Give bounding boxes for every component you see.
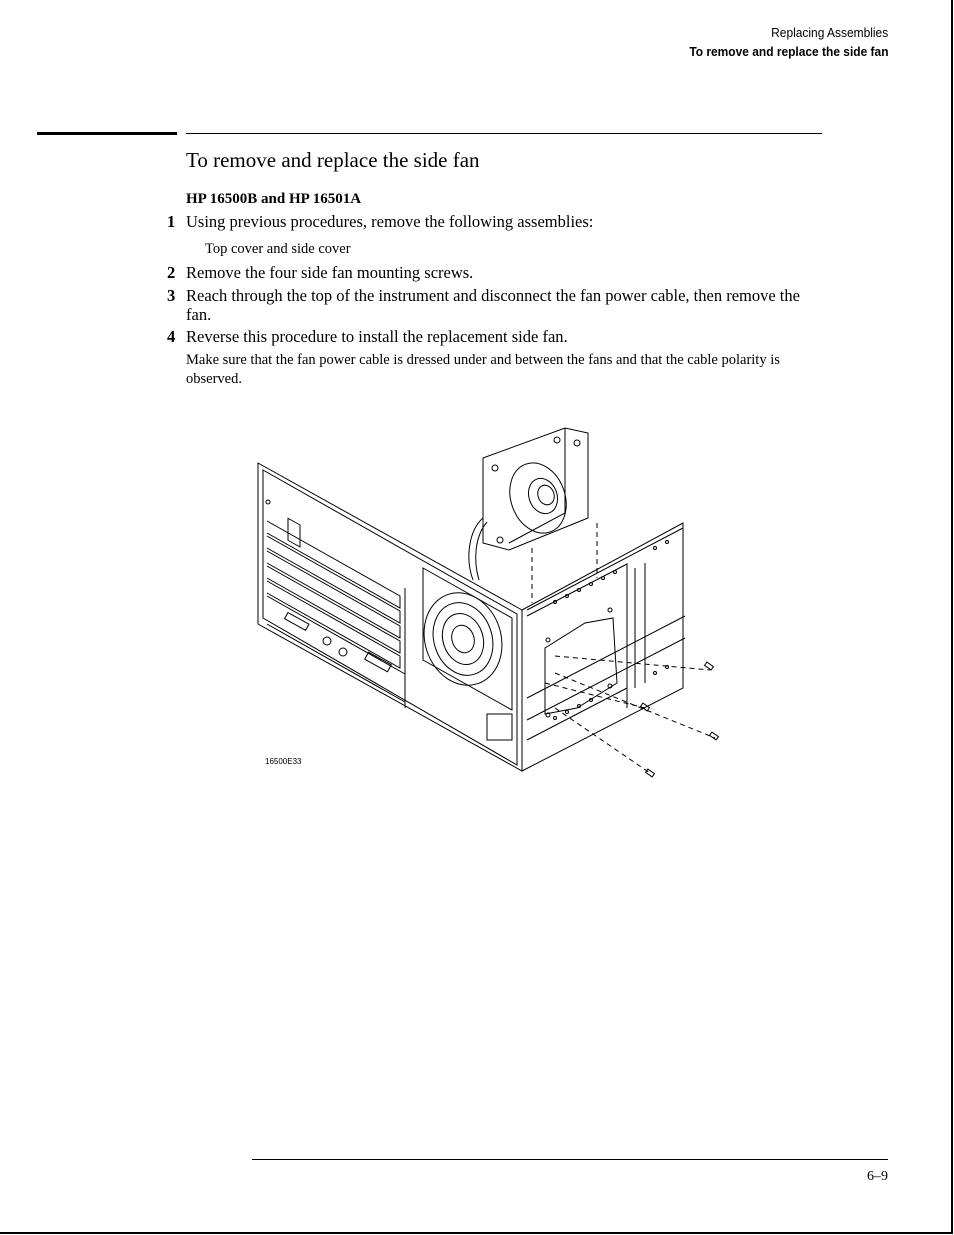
mounting-screws <box>641 662 719 777</box>
rear-panel <box>258 463 522 771</box>
side-fan-illustration <box>255 418 730 783</box>
step-number: 3 <box>167 286 176 305</box>
step-1-note: Top cover and side cover <box>205 241 351 257</box>
page-title: To remove and replace the side fan <box>186 148 480 172</box>
step-text: Using previous procedures, remove the following assemblies: <box>186 212 594 231</box>
step-1 <box>167 212 816 231</box>
step-2 <box>167 263 816 282</box>
step-number: 2 <box>167 263 176 282</box>
step-number: 1 <box>167 212 176 231</box>
step-number: 4 <box>167 327 176 346</box>
section-rule-thick <box>37 132 177 135</box>
running-header-section: To remove and replace the side fan <box>688 44 888 59</box>
step-4-note: Make sure that the fan power cable is dressed under and between the fans and that the cable polarity is observed. <box>186 352 780 387</box>
running-header-chapter: Replacing Assemblies <box>770 25 888 40</box>
page-number: 6–9 <box>867 1169 888 1184</box>
side-fan <box>469 428 588 580</box>
footer-rule <box>252 1159 888 1160</box>
side-frame <box>522 523 685 771</box>
step-text: Reverse this procedure to install the replacement side fan. <box>186 327 568 346</box>
model-subheading: HP 16500B and HP 16501A <box>186 191 362 207</box>
figure-label: 16500E33 <box>265 757 302 766</box>
step-4 <box>167 327 816 346</box>
step-text: Remove the four side fan mounting screws. <box>186 263 474 282</box>
section-rule-thin <box>186 133 822 134</box>
step-3 <box>167 286 816 324</box>
step-text: Reach through the top of the instrument and disconnect the fan power cable, then remove the fan. <box>186 286 800 324</box>
